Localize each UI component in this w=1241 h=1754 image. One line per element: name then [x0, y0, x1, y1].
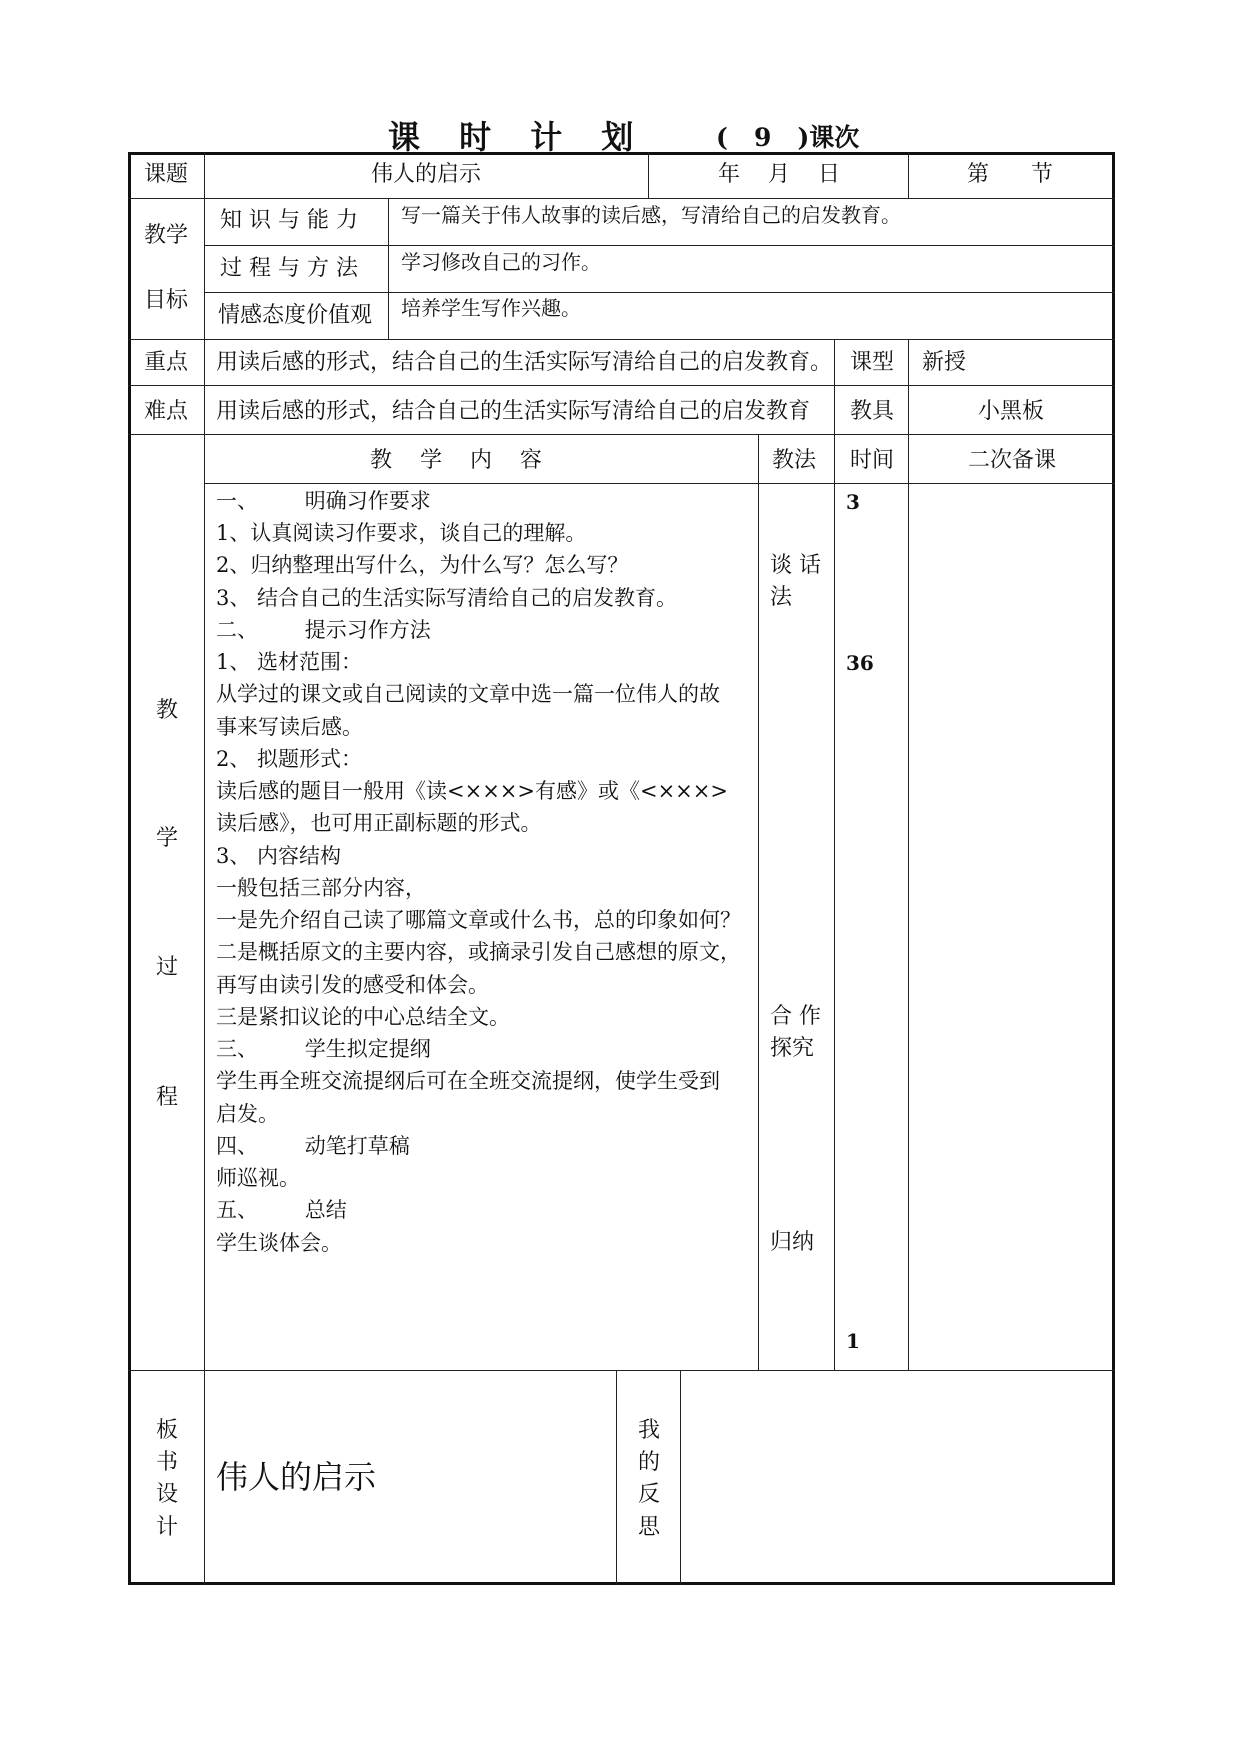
col-divider	[680, 1370, 681, 1585]
col-divider	[648, 152, 649, 198]
content-line: 学生再全班交流提纲后可在全班交流提纲，使学生受到	[216, 1069, 720, 1093]
time-value: 3	[846, 490, 860, 514]
goals-label-top: 教学	[144, 223, 189, 248]
difficulty-text: 用读后感的形式，结合自己的生活实际写清给自己的启发教育	[216, 399, 811, 424]
content-line: 启发。	[216, 1102, 279, 1126]
reflection-label-2: 的	[637, 1450, 660, 1475]
method-text: 归纳	[770, 1230, 815, 1255]
row-divider	[128, 434, 1115, 435]
method-text: 法	[770, 585, 793, 610]
goal-attitude-text: 培养学生写作兴趣。	[401, 296, 581, 320]
content-line: 一般包括三部分内容，	[216, 876, 426, 900]
content-line: 二、 提示习作方法	[216, 618, 431, 642]
period-field: 第 节	[967, 162, 1053, 187]
col-divider	[204, 152, 205, 1585]
content-line: 二是概括原文的主要内容，或摘录引发自己感想的原文，	[216, 940, 741, 964]
process-side-label-3: 过	[155, 955, 178, 980]
content-line: 从学过的课文或自己阅读的文章中选一篇一位伟人的故	[216, 682, 720, 706]
board-side-label-3: 设	[155, 1482, 178, 1507]
col-divider	[908, 152, 909, 198]
col-divider	[616, 1370, 617, 1585]
content-line: 1、 选材范围：	[216, 650, 363, 674]
topic-label: 课题	[144, 162, 189, 187]
method-text: 合 作	[770, 1004, 821, 1029]
content-line: 三是紧扣议论的中心总结全文。	[216, 1005, 510, 1029]
page-title: 课 时 计 划	[388, 118, 648, 156]
process-side-label-2: 学	[155, 826, 178, 851]
col-divider	[388, 198, 389, 339]
method-header: 教法	[772, 448, 817, 473]
row-divider	[128, 385, 1115, 386]
content-line: 学生谈体会。	[216, 1231, 342, 1255]
content-line: 五、 总结	[216, 1198, 347, 1222]
content-line: 三、 学生拟定提纲	[216, 1037, 431, 1061]
goal-attitude-label: 情感态度价值观	[218, 303, 373, 328]
date-field: 年 月 日	[718, 162, 840, 187]
goal-process-label: 过 程 与 方 法	[220, 256, 358, 281]
content-header: 教 学 内 容	[370, 448, 542, 473]
row-divider	[128, 1370, 1115, 1371]
col-divider	[834, 434, 835, 1370]
board-side-label-1: 板	[155, 1418, 178, 1443]
row-divider	[128, 339, 1115, 340]
col-divider	[834, 339, 835, 434]
second-prep-header: 二次备课	[968, 448, 1057, 473]
content-line: 2、归纳整理出写什么，为什么写？怎么写？	[216, 553, 629, 577]
row-divider	[204, 483, 1115, 484]
content-line: 一是先介绍自己读了哪篇文章或什么书，总的印象如何？	[216, 908, 741, 932]
goal-knowledge-label: 知 识 与 能 力	[220, 208, 358, 233]
process-side-label-1: 教	[155, 698, 178, 723]
content-line: 四、 动笔打草稿	[216, 1134, 410, 1158]
content-line: 1、认真阅读习作要求，谈自己的理解。	[216, 521, 587, 545]
difficulty-label: 难点	[144, 399, 189, 424]
content-line: 读后感》，也可用正副标题的形式。	[216, 811, 542, 835]
content-line: 师巡视。	[216, 1166, 300, 1190]
content-line: 2、 拟题形式：	[216, 747, 363, 771]
content-line: 再写由读引发的感受和体会。	[216, 973, 489, 997]
reflection-label-1: 我	[637, 1418, 660, 1443]
content-line: 读后感的题目一般用《读<×××>有感》或《<×××>	[216, 779, 728, 803]
time-header: 时间	[850, 448, 895, 473]
board-content: 伟人的启示	[216, 1458, 377, 1496]
topic-value: 伟人的启示	[371, 162, 482, 187]
goal-knowledge-text: 写一篇关于伟人故事的读后感，写清给自己的启发教育。	[401, 203, 901, 227]
content-line: 事来写读后感。	[216, 715, 363, 739]
board-side-label-2: 书	[155, 1450, 178, 1475]
col-divider	[908, 339, 909, 1370]
goals-label-bottom: 目标	[144, 288, 189, 313]
lesson-type-label: 课型	[850, 350, 895, 375]
content-line: 一、 明确习作要求	[216, 489, 431, 513]
time-value: 36	[846, 651, 874, 675]
reflection-label-4: 思	[637, 1515, 660, 1540]
method-text: 谈 话	[770, 553, 821, 578]
reflection-label-3: 反	[637, 1482, 660, 1507]
method-text: 探究	[770, 1036, 815, 1061]
teaching-aids-label: 教具	[850, 399, 895, 424]
key-point-label: 重点	[144, 350, 189, 375]
goal-process-text: 学习修改自己的习作。	[401, 250, 601, 274]
board-side-label-4: 计	[155, 1515, 178, 1540]
row-divider	[204, 245, 1115, 246]
teaching-aids-value: 小黑板	[978, 399, 1045, 424]
lesson-type-value: 新授	[922, 350, 967, 375]
content-line: 3、 结合自己的生活实际写清给自己的启发教育。	[216, 586, 678, 610]
time-value: 1	[846, 1329, 860, 1353]
content-line: 3、 内容结构	[216, 844, 342, 868]
key-point-text: 用读后感的形式，结合自己的生活实际写清给自己的启发教育。	[216, 350, 833, 375]
col-divider	[758, 434, 759, 1370]
row-divider	[204, 292, 1115, 293]
process-side-label-4: 程	[155, 1085, 178, 1110]
lesson-number: ( 9 )课次	[716, 123, 860, 152]
row-divider	[128, 198, 1115, 199]
